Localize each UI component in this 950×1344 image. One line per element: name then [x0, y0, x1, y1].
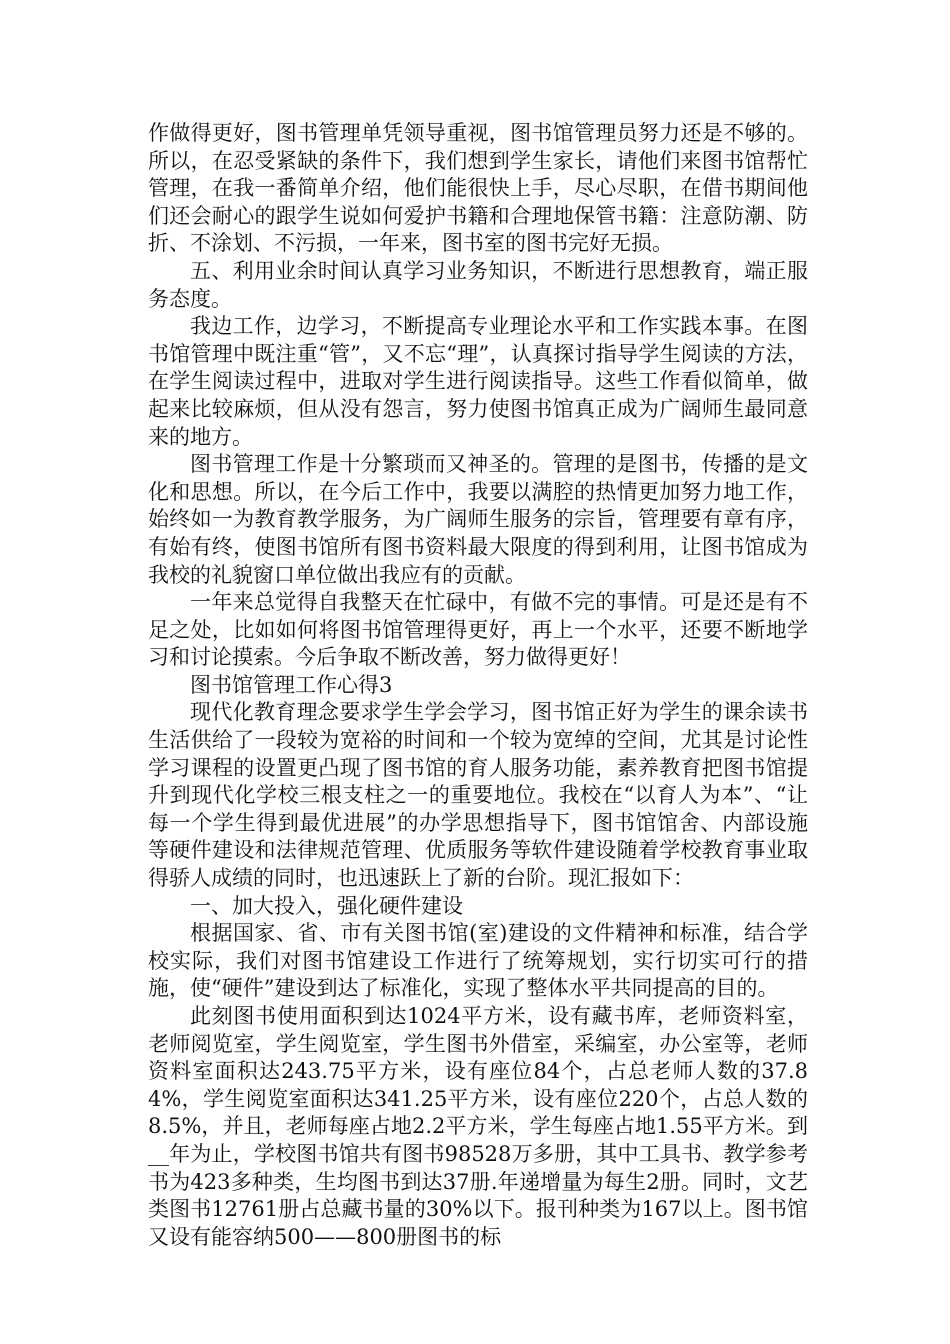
article-title-3: 图书馆管理工作心得3	[190, 672, 393, 697]
paragraph-planning: 根据国家、省、市有关图书馆(室)建设的文件精神和标准，结合学校实际，我们对图书馆建设工作进行了统筹规划，实行切实可行的措施，使“硬件”建设到达了标准化，实现了整体水平共同提高的目的。	[148, 921, 808, 1001]
document-page	[148, 120, 808, 1251]
paragraph-introduction: 现代化教育理念要求学生学会学习，图书馆正好为学生的课余读书生活供给了一段较为宽裕的时间和一个较为宽绰的空间，尤其是讨论性学习课程的设置更凸现了图书馆的育人服务功能，素养教育把图书馆提升到现代化学校三根支柱之一的重要地位。我校在“以育人为本”、“让每一个学生得到最优进展”的办学思想指导下，图书馆馆舍、内部设施等硬件建设和法律规范管理、优质服务等软件建设随着学校教育事业取得骄人成绩的同时，也迅速跃上了新的台阶。现汇报如下：	[148, 700, 808, 891]
paragraph-section-5-heading: 五、利用业余时间认真学习业务知识，不断进行思想教育，端正服务态度。	[148, 258, 808, 311]
paragraph-year-summary: 一年来总觉得自我整天在忙碌中，有做不完的事情。可是还是有不足之处，比如如何将图书馆管理得更好，再上一个水平，还要不断地学习和讨论摸索。今后争取不断改善，努力做得更好！	[148, 590, 808, 670]
section-heading-1: 一、加大投入，强化硬件建设	[190, 893, 463, 918]
paragraph-management-work: 图书管理工作是十分繁琐而又神圣的。管理的是图书，传播的是文化和思想。所以，在今后工作中，我要以满腔的热情更加努力地工作，始终如一为教育教学服务，为广阔师生服务的宗旨，管理要有章有序，有始有终，使图书馆所有图书资料最大限度的得到利用，让图书馆成为我校的礼貌窗口单位做出我应有的贡献。	[148, 452, 808, 587]
paragraph-facilities-statistics: 此刻图书使用面积到达1024平方米，设有藏书库，老师资料室，老师阅览室，学生阅览室，学生图书外借室，采编室，办公室等，老师资料室面积达243.75平方米，设有座位84个，占总老师人数的37.84%，学生阅览室面积达341.25平方米，设有座位220个，占总人数的8.5%，并且，老师每座占地2.2平方米，学生每座占地1.55平方米。到__年为止，学校图书馆共有图书98528万多册，其中工具书、教学参考书为423多种类，生均图书到达37册.年递增量为每生2册。同时，文艺类图书12761册占总藏书量的30%以下。报刊种类为167以上。图书馆又设有能容纳500——800册图书的标	[148, 1004, 808, 1249]
paragraph-continuation: 作做得更好，图书管理单凭领导重视，图书馆管理员努力还是不够的。所以，在忍受紧缺的条件下，我们想到学生家长，请他们来图书馆帮忙管理，在我一番简单介绍，他们能很快上手，尽心尽职，在借书期间他们还会耐心的跟学生说如何爱护书籍和合理地保管书籍：注意防潮、防折、不涂划、不污损，一年来，图书室的图书完好无损。	[148, 121, 808, 256]
paragraph-study: 我边工作，边学习，不断提高专业理论水平和工作实践本事。在图书馆管理中既注重“管”，又不忘“理”，认真探讨指导学生阅读的方法，在学生阅读过程中，进取对学生进行阅读指导。这些工作看似简单，做起来比较麻烦，但从没有怨言，努力使图书馆真正成为广阔师生最同意来的地方。	[148, 314, 808, 449]
